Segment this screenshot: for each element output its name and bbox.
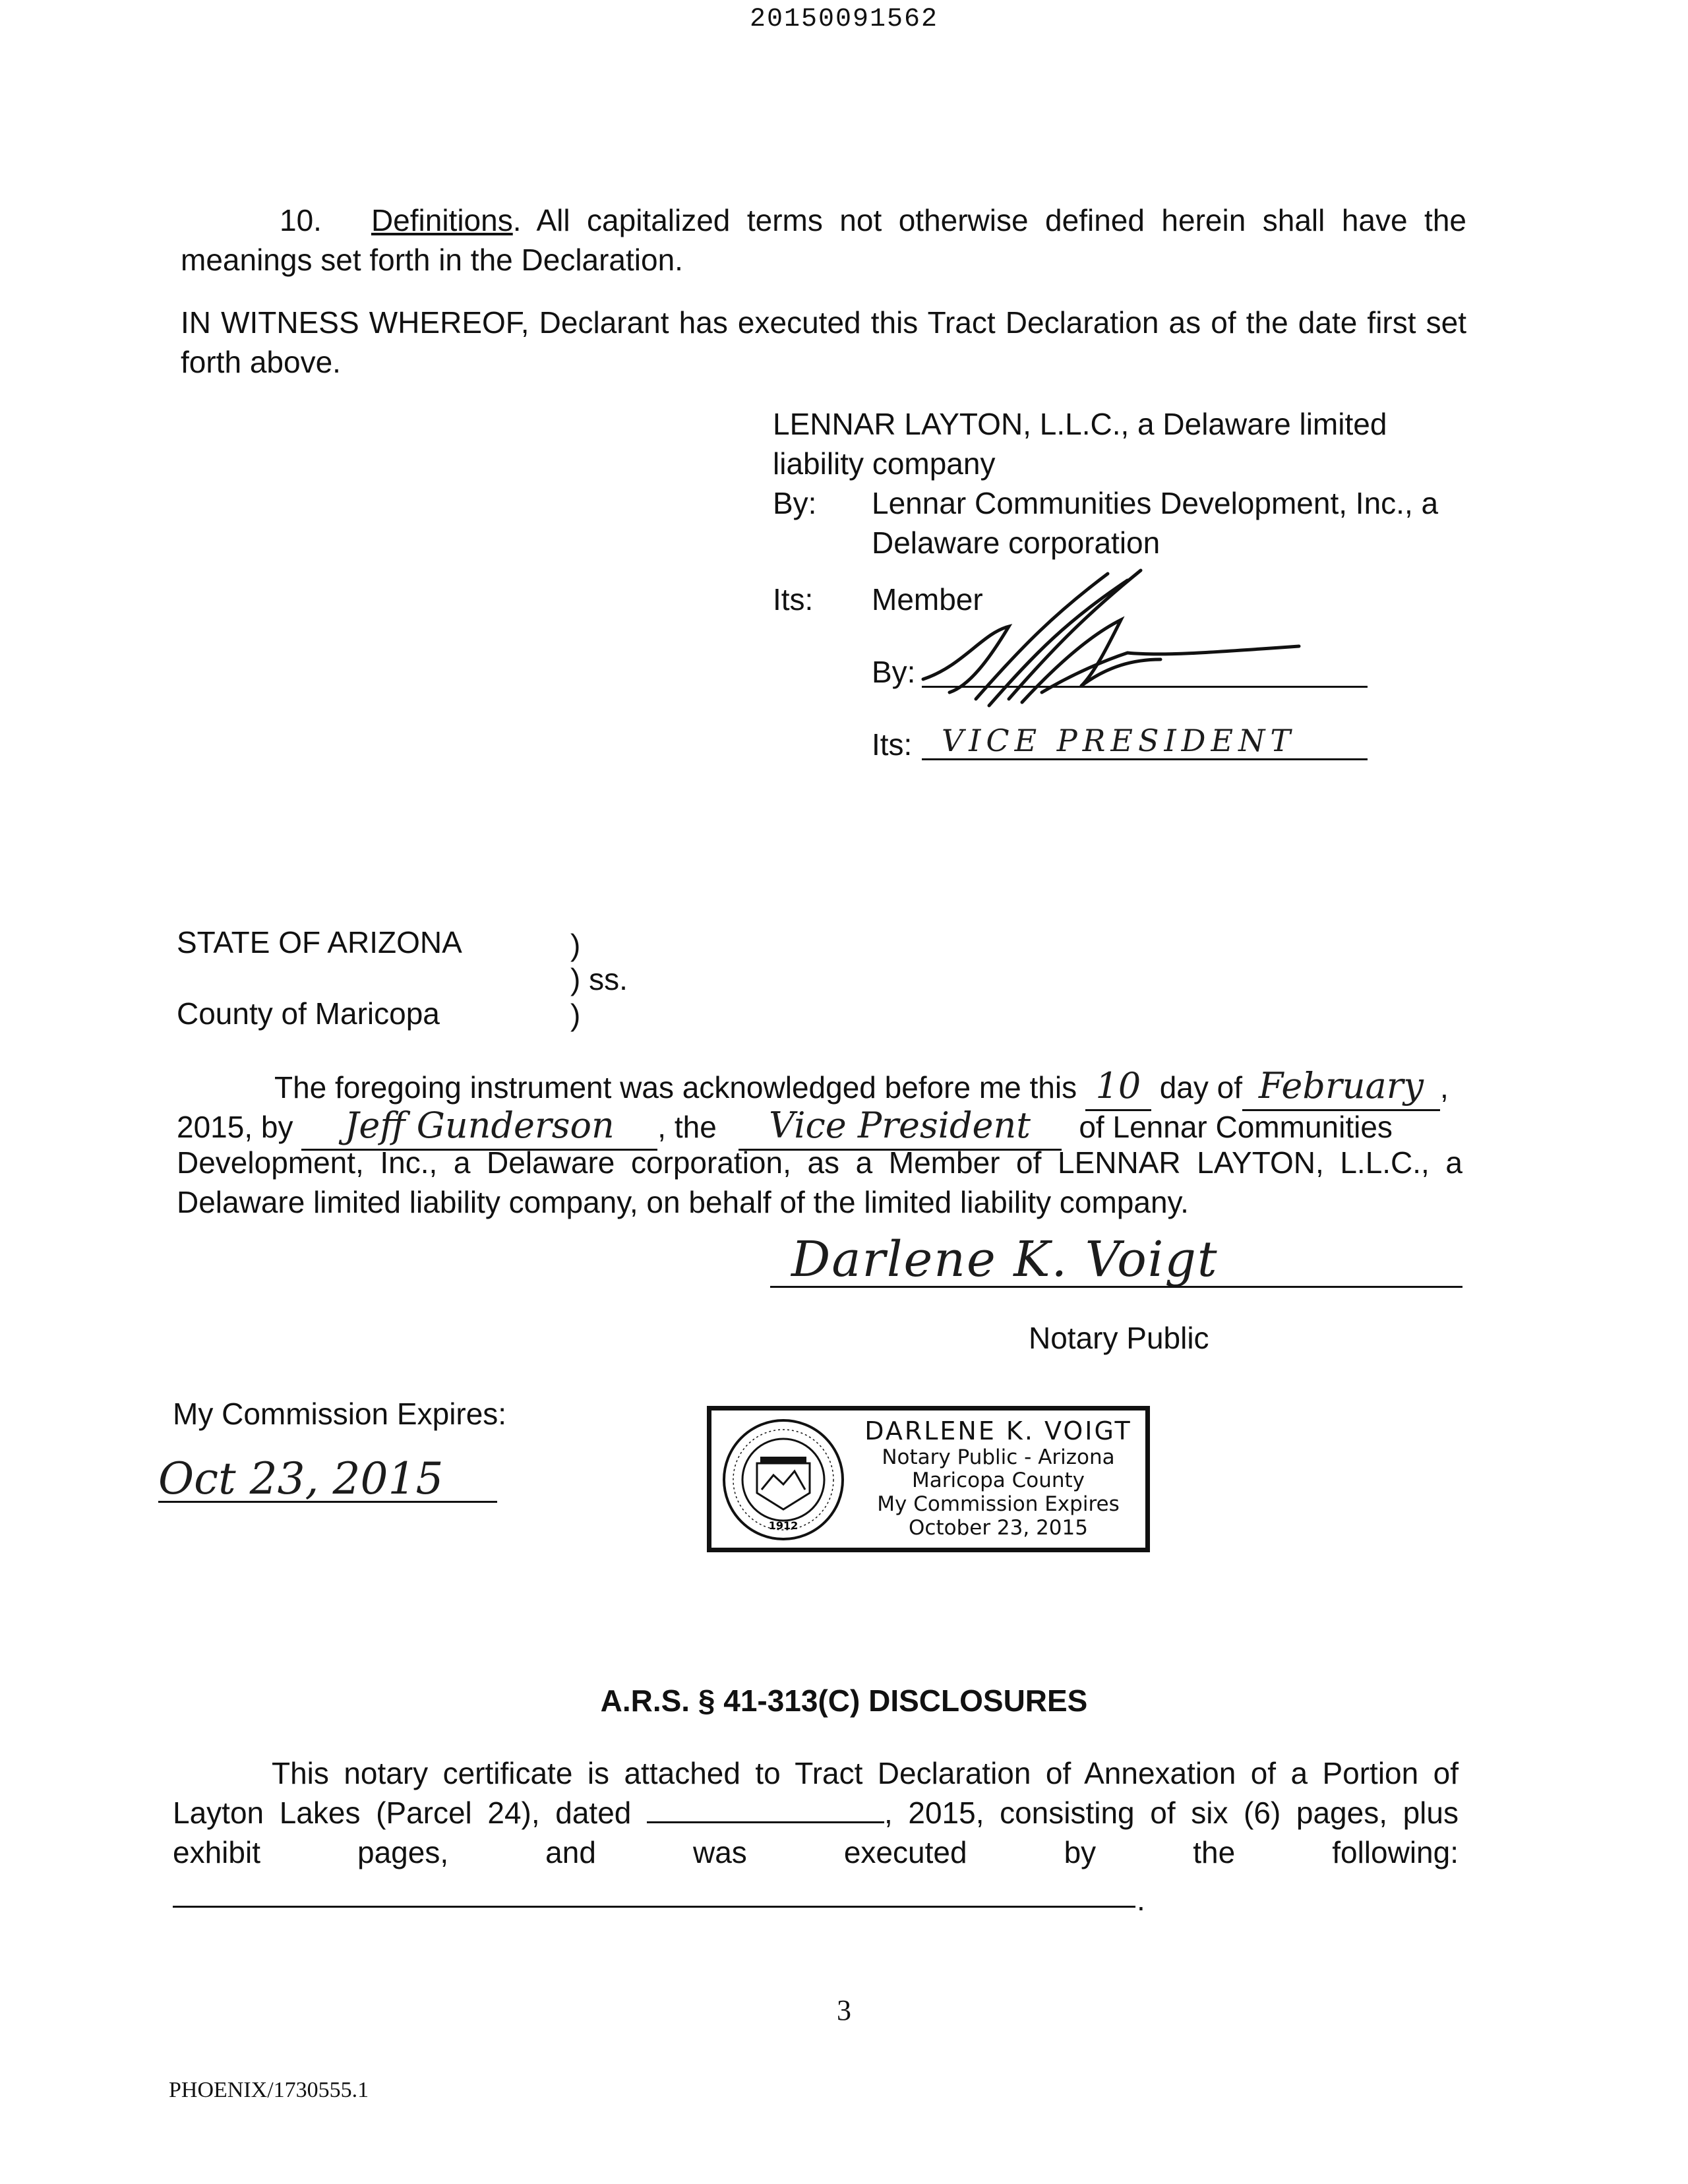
state-label: STATE OF ARIZONA xyxy=(177,925,462,959)
page-number: 3 xyxy=(837,1994,851,2026)
ack-day: 10 xyxy=(1095,1065,1141,1107)
disclosures-paragraph xyxy=(173,1754,1459,1872)
ack-name: Jeff Gunderson xyxy=(344,1105,615,1146)
by-line2: Delaware corporation xyxy=(872,525,1160,560)
acknowledgment-rest xyxy=(177,1143,1462,1223)
notary-public-label: Notary Public xyxy=(1029,1321,1209,1355)
notary-signature-line xyxy=(770,1286,1462,1288)
disclosures-line2-b: , 2015, consisting of six (6) pages, plus xyxy=(884,1795,1459,1830)
disclosures-line3: exhibit pages, and was executed by the following: xyxy=(173,1835,1459,1869)
commission-line xyxy=(158,1501,497,1503)
notary-signature: Darlene K. Voigt xyxy=(791,1231,1219,1288)
executed-by-blank xyxy=(173,1906,1135,1908)
disclosures-heading: A.R.S. § 41-313(C) DISCLOSURES xyxy=(600,1684,1088,1718)
ack-the: , the xyxy=(657,1110,717,1144)
ack-year: 2015, by xyxy=(177,1110,293,1144)
document-number: 20150091562 xyxy=(749,5,939,34)
venue-paren-1: ) xyxy=(570,928,581,962)
stamp-line4: My Commission Expires xyxy=(877,1492,1120,1516)
sign-its-handwritten: VICE PRESIDENT xyxy=(942,723,1296,758)
officer-signature xyxy=(910,567,1319,725)
state-seal-icon xyxy=(721,1417,846,1542)
ack-month: February xyxy=(1258,1065,1424,1107)
its-value: Member xyxy=(872,582,983,617)
venue-paren-3: ) xyxy=(570,998,581,1032)
disclosures-line1: This notary certificate is attached to Tract Declaration of Annexation of a Portion of xyxy=(272,1756,1459,1790)
stamp-name: DARLENE K. VOIGT xyxy=(864,1416,1132,1445)
stamp-line3: Maricopa County xyxy=(911,1469,1085,1493)
commission-label: My Commission Expires: xyxy=(173,1397,507,1431)
ack-day-of: day of xyxy=(1159,1070,1242,1105)
by-line1: Lennar Communities Development, Inc., a xyxy=(872,485,1439,520)
witness-line1: IN WITNESS WHEREOF, Declarant has executed this Tract Declaration as of the date first set xyxy=(181,305,1466,340)
signature-block xyxy=(773,405,1498,562)
disclosures-line2-a: Layton Lakes (Parcel 24), dated xyxy=(173,1795,632,1830)
footer-code: PHOENIX/1730555.1 xyxy=(169,2078,369,2102)
ack-line4: Delaware limited liability company, on behalf of the limited liability company. xyxy=(177,1184,1189,1219)
ack-text: The foregoing instrument was acknowledged before me this xyxy=(274,1070,1077,1105)
definitions-text-line1: . All capitalized terms not otherwise defined herein shall have the xyxy=(512,203,1466,237)
ack-comma: , xyxy=(1440,1070,1449,1105)
witness-line2: forth above. xyxy=(181,344,341,379)
section-number: 10. xyxy=(280,203,322,237)
county-label: County of Maricopa xyxy=(177,996,440,1031)
ack-of: of Lennar Communities xyxy=(1079,1110,1393,1144)
its-label: Its: xyxy=(773,582,814,617)
witness-paragraph xyxy=(181,303,1466,382)
company-line2: liability company xyxy=(773,446,996,481)
section-heading: Definitions xyxy=(371,203,513,237)
disclosures-line4-end: . xyxy=(1137,1883,1145,1917)
dated-blank xyxy=(647,1795,884,1823)
sign-its-label: Its: xyxy=(872,727,913,762)
stamp-line5: October 23, 2015 xyxy=(909,1515,1088,1540)
seal-year: 1912 xyxy=(768,1519,799,1532)
by-label: By: xyxy=(773,485,817,520)
ack-title: Vice President xyxy=(769,1105,1031,1146)
definitions-paragraph xyxy=(181,201,1466,280)
venue-ss: ) ss. xyxy=(570,962,628,996)
sign-by-label: By: xyxy=(872,655,916,689)
commission-date: Oct 23, 2015 xyxy=(158,1453,444,1504)
company-line1: LENNAR LAYTON, L.L.C., a Delaware limited xyxy=(773,407,1387,441)
stamp-line2: Notary Public - Arizona xyxy=(882,1445,1115,1469)
notary-stamp xyxy=(707,1406,1150,1552)
ack-line3: Development, Inc., a Delaware corporation, as a Member of LENNAR LAYTON, L.L.C., a xyxy=(177,1145,1462,1180)
definitions-text-line2: meanings set forth in the Declaration. xyxy=(181,242,683,277)
